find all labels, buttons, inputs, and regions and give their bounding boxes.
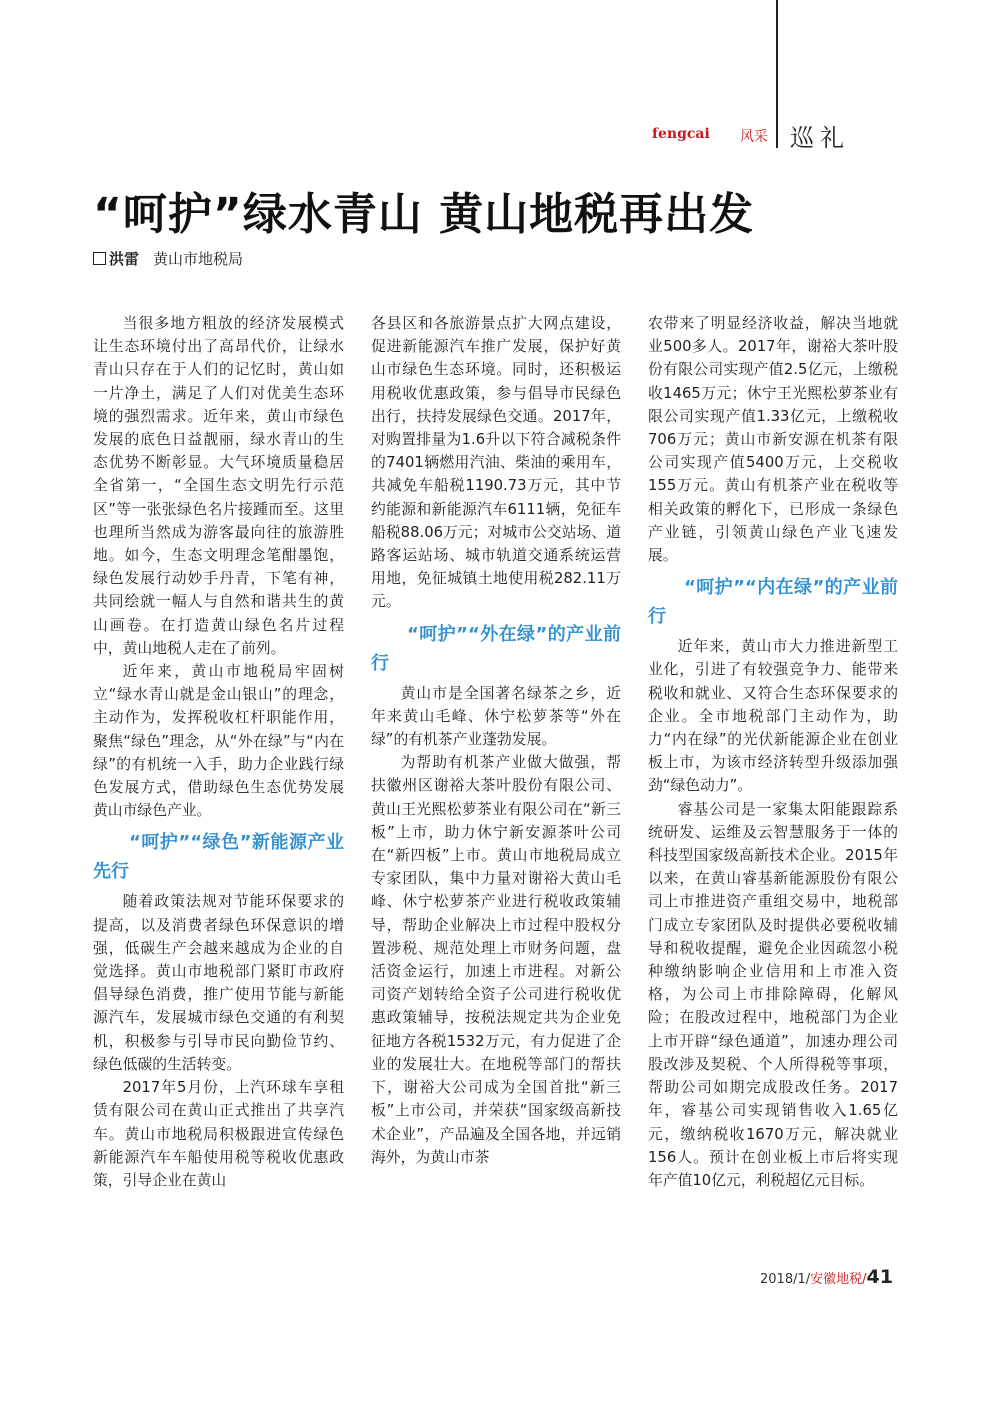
section-label-cn: 风采 (740, 129, 768, 145)
page-footer (760, 1266, 893, 1288)
paragraph: 农带来了明显经济收益，解决当地就业500多人。2017年，谢裕大茶叶股份有限公司实现产值2.5亿元，上缴税收1465万元；休宁王光熙松萝茶业有限公司实现产值1.33亿元，上缴税收706万元；黄山市新安源在机茶有限公司实现产值5400万元，上交税收155万元。黄山有机茶产业在税收等相关政策的孵化下，已形成一条绿色产业链，引领黄山绿色产业飞速发展。 (648, 315, 898, 565)
paragraph: 近年来，黄山市地税局牢固树立“绿水青山就是金山银山”的理念，主动作为，发挥税收杠杆职能作用，聚焦“绿色”理念，从“外在绿”与“内在绿”的有机统一入手，助力企业践行绿色发展方式，借助绿色生态优势发展黄山市绿色产业。 (93, 663, 344, 820)
byline (93, 248, 243, 269)
paragraph: 各县区和各旅游景点扩大网点建设，促进新能源汽车推广发展，保护好黄山市绿色生态环境。同时，还积极运用税收优惠政策，参与倡导市民绿色出行，扶持发展绿色交通。2017年，对购置排量为1.6升以下符合减税条件的7401辆燃用汽油、柴油的乘用车，共减免车船税1190.73万元，其中节约能源和新能源汽车6111辆，免征车船税88.06万元；对城市公交站场、道路客运站场、城市轨道交通系统运营用地，免征城镇土地使用税282.11万元。 (371, 315, 621, 611)
paragraph: 随着政策法规对节能环保要求的提高，以及消费者绿色环保意识的增强，低碳生产会越来越成为企业的自觉选择。黄山市地税部门紧盯市政府倡导绿色消费，推广使用节能与新能源汽车，发展城市绿色交通的有利契机，积极参与引导市民向勤俭节约、绿色低碳的生活转变。 (93, 893, 344, 1073)
byline-box-icon (93, 252, 106, 265)
author-name: 洪雷 (109, 250, 140, 268)
column-2 (371, 312, 621, 1169)
column-name: 巡礼 (790, 124, 850, 152)
column-3 (648, 312, 898, 1192)
header-divider (776, 0, 778, 148)
paragraph: 黄山市是全国著名绿茶之乡，近年来黄山毛峰、休宁松萝茶等“外在绿”的有机茶产业蓬勃发展。 (371, 684, 621, 749)
section-heading: “呵护”“内在绿”的产业前行 (648, 577, 898, 628)
paragraph: 睿基公司是一家集太阳能跟踪系统研发、运维及云智慧服务于一体的科技型国家级高新技术企业。2015年以来，在黄山睿基新能源股份有限公司上市推进资产重组交易中，地税部门成立专家团队及时提供必要税收辅导和税收提醒，避免企业因疏忽小税种缴纳影响企业信用和上市准入资格，为公司上市排除障碍，化解风险；在股改过程中，地税部门为企业上市开辟“绿色通道”，加速办理公司股改涉及契税、个人所得税等事项，帮助公司如期完成股改任务。2017年，睿基公司实现销售收入1.65亿元，缴纳税收1670万元，解决就业156人。预计在创业板上市后将实现年产值10亿元，利税超亿元目标。 (648, 800, 898, 1189)
magazine-name: 安徽地税/ (810, 1272, 867, 1287)
issue-date: 2018/1/ (760, 1272, 811, 1287)
column-1 (93, 312, 344, 1192)
paragraph: 当很多地方粗放的经济发展模式让生态环境付出了高昂代价，让绿水青山只存在于人们的记忆时，黄山如一片净土，满足了人们对优美生态环境的强烈需求。近年来，黄山市绿色发展的底色日益靓丽，绿水青山的生态优势不断彰显。大气环境质量稳居全省第一，“全国生态文明先行示范区”等一张张绿色名片接踵而至。这里也理所当然成为游客最向往的旅游胜地。如今，生态文明理念笔酣墨饱，绿色发展行动妙手丹青，下笔有神，共同绘就一幅人与自然和谐共生的黄山画卷。在打造黄山绿色名片过程中，黄山地税人走在了前列。 (93, 315, 344, 657)
section-heading: “呵护”“外在绿”的产业前行 (371, 623, 621, 674)
section-label-en: fengcai (652, 126, 710, 142)
paragraph: 近年来，黄山市大力推进新型工业化，引进了有较强竞争力、能带来税收和就业、又符合生态环保要求的企业。全市地税部门主动作为，助力“内在绿”的光伏新能源企业在创业板上市，为该市经济转型升级添加强劲“绿色动力”。 (648, 638, 898, 795)
author-affiliation: 黄山市地税局 (153, 250, 244, 268)
page-number: 41 (866, 1266, 893, 1288)
paragraph: 2017年5月份，上汽环球车享租赁有限公司在黄山正式推出了共享汽车。黄山市地税局积极跟进宣传绿色新能源汽车车船使用税等税收优惠政策，引导企业在黄山 (93, 1079, 344, 1189)
article-title: “呵护”绿水青山 黄山地税再出发 (93, 189, 755, 240)
section-heading: “呵护”“绿色”新能源产业先行 (93, 832, 344, 883)
paragraph: 为帮助有机茶产业做大做强，帮扶徽州区谢裕大茶叶股份有限公司、黄山王光熙松萝茶业有限公司在“新三板”上市，助力休宁新安源茶叶公司在“新四板”上市。黄山市地税局成立专家团队，集中力量对谢裕大黄山毛峰、休宁松萝茶产业进行税收政策辅导，帮助企业解决上市过程中股权分置涉税、规范处理上市财务问题，盘活资金运行，加速上市进程。对新公司资产划转给全资子公司进行税收优惠政策辅导，按税法规定共为企业免征地方各税1532万元，有力促进了企业的发展壮大。在地税等部门的帮扶下，谢裕大公司成为全国首批“新三板”上市公司，并荣获“国家级高新技术企业”，产品遍及全国各地，并远销海外，为黄山市茶 (371, 754, 621, 1166)
